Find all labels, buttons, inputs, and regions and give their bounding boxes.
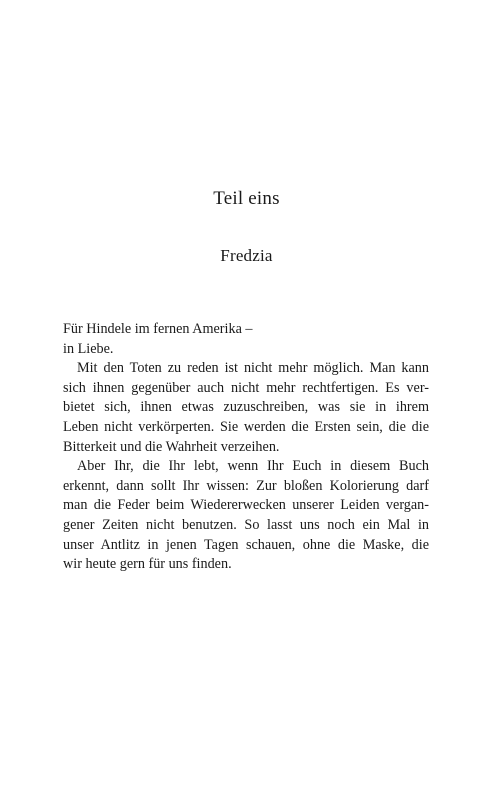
dedication-line: in Liebe.: [63, 340, 114, 357]
paragraph-line: erkennt, dann sollt Ihr wissen: Zur bloßen Kolorierung darf: [63, 477, 429, 494]
paragraph-line: Leben nicht verkörperten. Sie werden die Ersten sein, die die: [63, 418, 429, 435]
part-title: Teil eins: [213, 188, 280, 209]
paragraph-line: unser Antlitz in jenen Tagen schauen, ohne die Maske, die: [63, 536, 429, 553]
paragraph-line: sich ihnen gegenüber auch nicht mehr rechtfertigen. Es ver-: [63, 379, 429, 396]
dedication-line: Für Hindele im fernen Amerika –: [63, 321, 253, 337]
chapter-title: Fredzia: [220, 246, 273, 265]
paragraph-line: gener Zeiten nicht benutzen. So lasst uns noch ein Mal in: [63, 516, 429, 533]
paragraph-line: wir heute gern für uns finden.: [63, 556, 232, 573]
paragraph-line: bietet sich, ihnen etwas zuzuschreiben, was sie in ihrem: [63, 399, 429, 416]
paragraph-line: Aber Ihr, die Ihr lebt, wenn Ihr Euch in diesem Buch: [77, 458, 429, 475]
paragraph-line: Bitterkeit und die Wahrheit verzeihen.: [63, 438, 280, 455]
paragraph-line: Mit den Toten zu reden ist nicht mehr möglich. Man kann: [77, 360, 429, 377]
paragraph-line: man die Feder beim Wiedererwecken unserer Leiden vergan-: [63, 497, 429, 514]
body-text: [63, 320, 429, 575]
